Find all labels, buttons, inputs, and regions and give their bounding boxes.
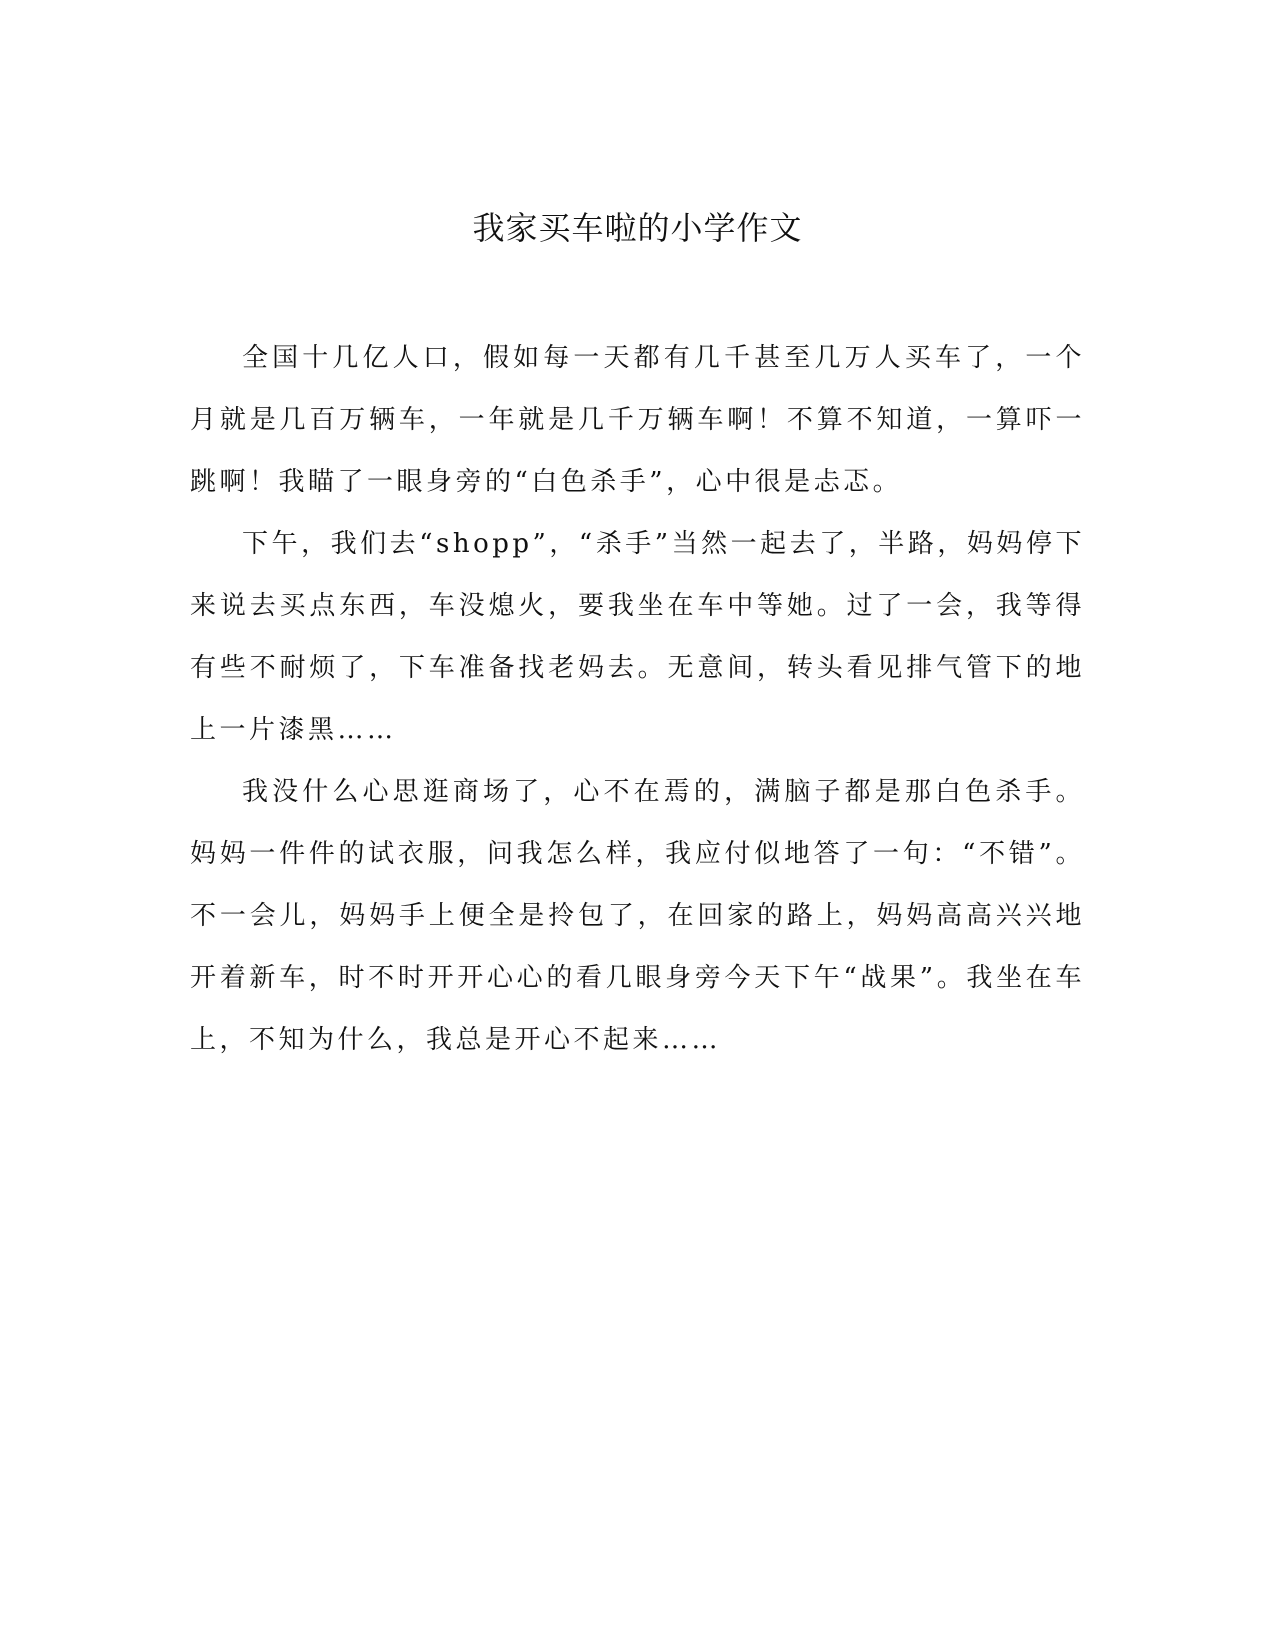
paragraph-1: 全国十几亿人口，假如每一天都有几千甚至几万人买车了，一个月就是几百万辆车，一年就是几千万辆车啊！不算不知道，一算吓一跳啊！我瞄了一眼身旁的“白色杀手”，心中很是忐忑。 [190, 343, 1085, 497]
document-body [190, 327, 1085, 1071]
document-title: 我家买车啦的小学作文 [472, 209, 803, 247]
paragraph-2: 下午，我们去“shopp”，“杀手”当然一起去了，半路，妈妈停下来说去买点东西，车没熄火，要我坐在车中等她。过了一会，我等得有些不耐烦了，下车准备找老妈去。无意间，转头看见排气管下的地上一片漆黑…… [190, 529, 1085, 745]
paragraph-3: 我没什么心思逛商场了，心不在焉的，满脑子都是那白色杀手。妈妈一件件的试衣服，问我怎么样，我应付似地答了一句：“不错”。不一会儿，妈妈手上便全是拎包了，在回家的路上，妈妈高高兴兴地开着新车，时不时开开心心的看几眼身旁今天下午“战果”。我坐在车上，不知为什么，我总是开心不起来…… [190, 777, 1085, 1055]
